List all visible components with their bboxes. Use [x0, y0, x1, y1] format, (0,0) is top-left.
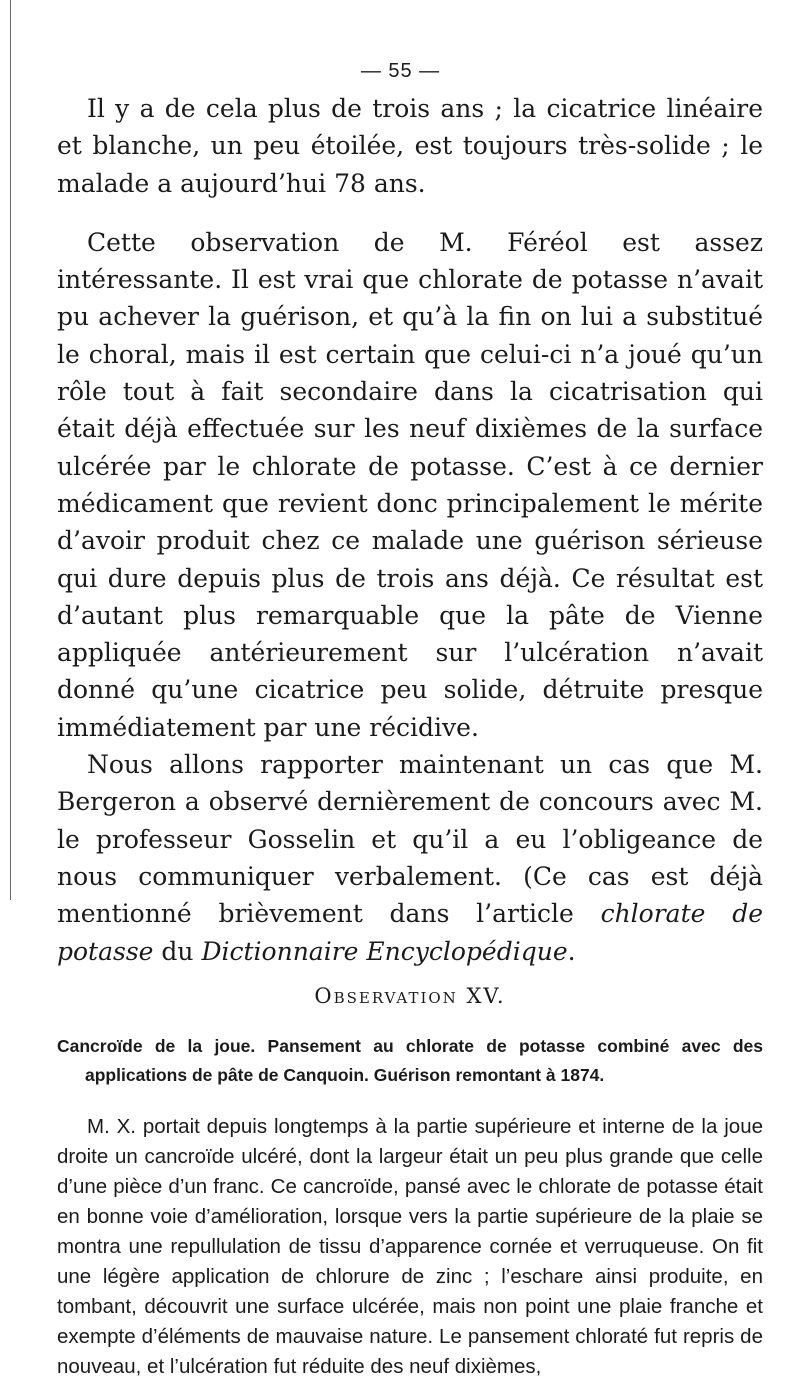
reference-dictionary-title: Dictionnaire Encyclopédique	[201, 936, 568, 966]
paragraph-intro: Il y a de cela plus de trois ans ; la cicatrice linéaire et blanche, un peu étoilée, est toujours très-solide ; le malade a aujourd’hui 78 ans.	[57, 94, 763, 198]
reference-text-before: Nous allons rapporter maintenant un cas que M. Bergeron a observé dernièrement de concours avec M. le professeur Gosselin et qu’il a eu l’obligeance de nous communiquer verbalement. (Ce cas est déjà mentionné brièvement dans l’article	[57, 750, 763, 929]
scan-margin-line	[10, 0, 11, 900]
page-content	[57, 90, 763, 1382]
page-number: — 55 —	[360, 60, 441, 82]
observation-heading: Observation XV.	[314, 983, 506, 1008]
reference-article-title: chlorate de potasse	[57, 899, 763, 966]
reference-text-after: .	[567, 936, 576, 966]
reference-text-middle: du	[153, 936, 202, 966]
paragraph-commentary: Cette observation de M. Féréol est assez intéressante. Il est vrai que chlorate de potasse n’avait pu achever la guérison, et qu’à la fin on lui a substitué le choral, mais il est certain que celui-ci n’a joué qu’un rôle tout à fait secondaire dans la cicatrisation qui était déjà effectuée sur les neuf dixièmes de la surface ulcérée par le chlorate de potasse. C’est à ce dernier médicament que revient donc principalement le mérite d’avoir produit chez ce malade une guérison sérieuse qui dure depuis plus de trois ans déjà. Ce résultat est d’autant plus remarquable que la pâte de Vienne appliquée antérieurement sur l’ulcération n’avait donné qu’une cicatrice peu solide, détruite presque immédiatement par une récidive.	[57, 227, 763, 742]
case-description: M. X. portait depuis longtemps à la partie supérieure et interne de la joue droite un cancroïde ulcéré, dont la largeur était un peu plus grande que celle d’une pièce d’un franc. Ce cancroïde, pansé avec le chlorate de potasse était en bonne voie d’amélioration, lorsque vers la partie supérieure de la plaie se montra une repullulation de tissu d’apparence cornée et verruqueuse. On fit une légère application de chlorure de zinc ; l’eschare ainsi produite, en tombant, découvrit une surface ulcérée, mais non point une plaie franche et exempte d’éléments de mauvaise nature. Le pansement chloraté fut repris de nouveau, et l’ulcération fut réduite des neuf dixièmes,	[57, 1114, 763, 1378]
paragraph-reference	[57, 746, 763, 970]
observation-subtitle: Cancroïde de la joue. Pansement au chlorate de potasse combiné avec des applications de pâte de Canquoin. Guérison remontant à 1874.	[57, 1035, 763, 1085]
